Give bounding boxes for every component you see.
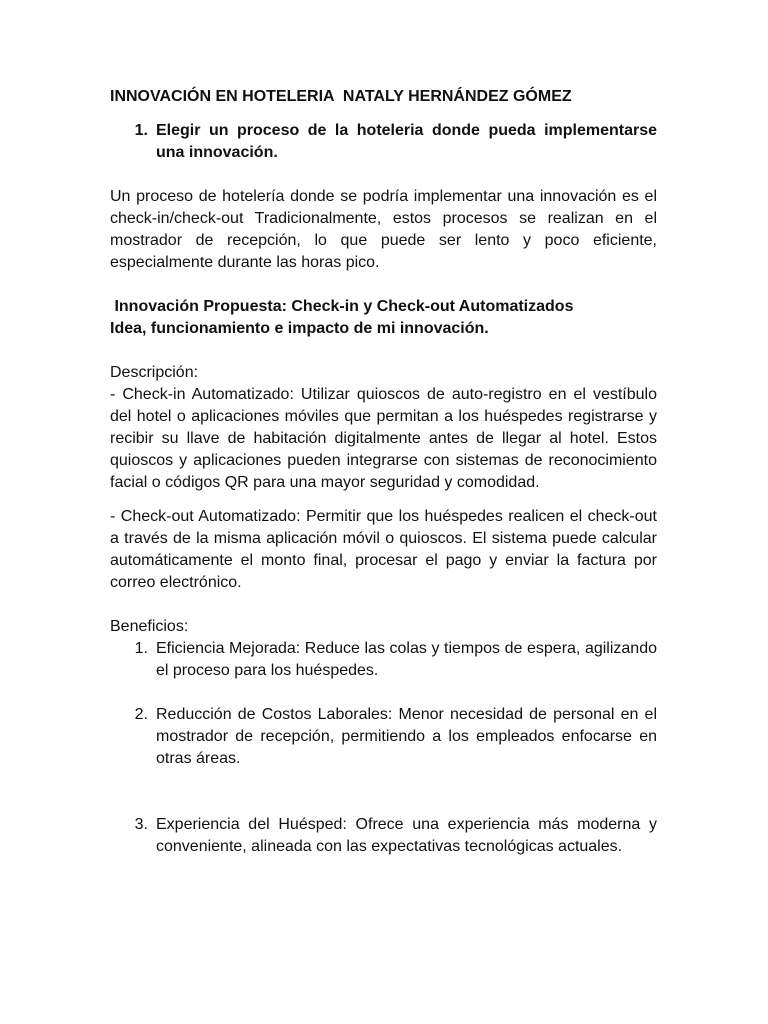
checkout-paragraph: - Check-out Automatizado: Permitir que los huéspedes realicen el check-out a través de la misma aplicación móvil o quioscos. El sistema puede calcular automáticamente el monto final, procesar el pago y enviar la factura por correo electrónico.	[110, 508, 657, 591]
spacer	[110, 594, 657, 616]
benefit-item	[110, 814, 657, 858]
benefits-list	[110, 638, 657, 858]
proposal-heading: Innovación Propuesta: Check-in y Check-out Automatizados	[110, 298, 574, 315]
spacer	[110, 494, 657, 506]
benefit-number: 1.	[134, 640, 148, 657]
spacer	[110, 340, 657, 362]
question-number: 1.	[134, 122, 148, 139]
document-body	[110, 86, 657, 858]
benefit-item	[110, 638, 657, 682]
benefit-number: 2.	[134, 706, 148, 723]
question-item	[110, 120, 657, 164]
benefit-text: Eficiencia Mejorada: Reduce las colas y tiempos de espera, agilizando el proceso para los huéspedes.	[156, 640, 657, 679]
spacer	[110, 164, 657, 186]
checkin-paragraph: - Check-in Automatizado: Utilizar quioscos de auto-registro en el vestíbulo del hotel o aplicaciones móviles que permitan a los huéspedes registrarse y recibir su llave de habitación digitalmente antes de llegar al hotel. Estos quioscos y aplicaciones pueden integrarse con sistemas de reconocimiento facial o códigos QR para una mayor seguridad y comodidad.	[110, 386, 657, 491]
benefits-label: Beneficios:	[110, 618, 189, 635]
benefit-item	[110, 704, 657, 770]
intro-paragraph: Un proceso de hotelería donde se podría implementar una innovación es el check-in/check-out Tradicionalmente, estos procesos se realizan en el mostrador de recepción, lo que puede ser lento y poco eficiente, especialmente durante las horas pico.	[110, 188, 657, 271]
spacer	[110, 682, 657, 704]
benefit-text: Experiencia del Huésped: Ofrece una experiencia más moderna y conveniente, alineada con las expectativas tecnológicas actuales.	[156, 816, 657, 855]
document-title: INNOVACIÓN EN HOTELERIA NATALY HERNÁNDEZ GÓMEZ	[110, 88, 572, 105]
spacer	[110, 770, 657, 814]
question-list	[110, 120, 657, 164]
benefit-number: 3.	[134, 816, 148, 833]
spacer	[110, 274, 657, 296]
proposal-subheading: Idea, funcionamiento e impacto de mi innovación.	[110, 320, 489, 337]
benefit-text: Reducción de Costos Laborales: Menor necesidad de personal en el mostrador de recepción, permitiendo a los empleados enfocarse en otras áreas.	[156, 706, 657, 767]
question-text: Elegir un proceso de la hoteleria donde pueda implementarse una innovación.	[156, 122, 657, 161]
description-label: Descripción:	[110, 364, 199, 381]
